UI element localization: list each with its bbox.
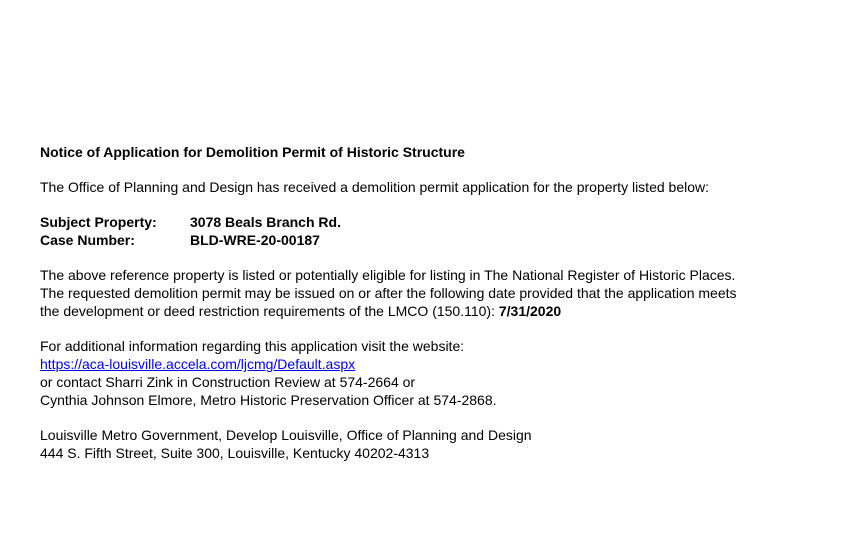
info-text: For additional information regarding this application visit the website: — [40, 338, 465, 354]
case-number-row — [40, 231, 840, 249]
contact-text-line2: Cynthia Johnson Elmore, Metro Historic Preservation Officer at 574-2868. — [40, 392, 497, 408]
spacer — [40, 196, 840, 213]
contact-text-line1: or contact Sharri Zink in Construction Review at 574-2664 or — [40, 374, 416, 390]
spacer — [40, 249, 840, 266]
eligibility-text-line1: The above reference property is listed or potentially eligible for listing in The National Register of Historic Places. — [40, 267, 736, 283]
eligibility-text-line3-body: the development or deed restriction requirements of the LMCO (150.110): — [40, 303, 499, 319]
notice-document — [40, 143, 840, 462]
spacer — [40, 161, 840, 178]
website-row — [40, 355, 840, 373]
subject-property-label: Subject Property: — [40, 214, 157, 230]
intro-text: The Office of Planning and Design has received a demolition permit application for the property listed below: — [40, 179, 710, 195]
spacer — [40, 409, 840, 426]
case-number-label: Case Number: — [40, 232, 135, 248]
eligibility-text-line2: The requested demolition permit may be issued on or after the following date provided that the application meets — [40, 285, 737, 301]
eligibility-text-line3 — [40, 302, 840, 320]
address-text: 444 S. Fifth Street, Suite 300, Louisville, Kentucky 40202-4313 — [40, 445, 430, 461]
case-number-value: BLD-WRE-20-00187 — [190, 232, 320, 248]
issue-date: 7/31/2020 — [498, 303, 562, 319]
notice-title: Notice of Application for Demolition Permit of Historic Structure — [40, 144, 465, 160]
subject-property-value: 3078 Beals Branch Rd. — [190, 214, 341, 230]
spacer — [40, 320, 840, 337]
organization-text: Louisville Metro Government, Develop Louisville, Office of Planning and Design — [40, 427, 532, 443]
subject-property-row — [40, 213, 840, 231]
website-link[interactable]: https://aca-louisville.accela.com/ljcmg/Default.aspx — [40, 356, 356, 372]
